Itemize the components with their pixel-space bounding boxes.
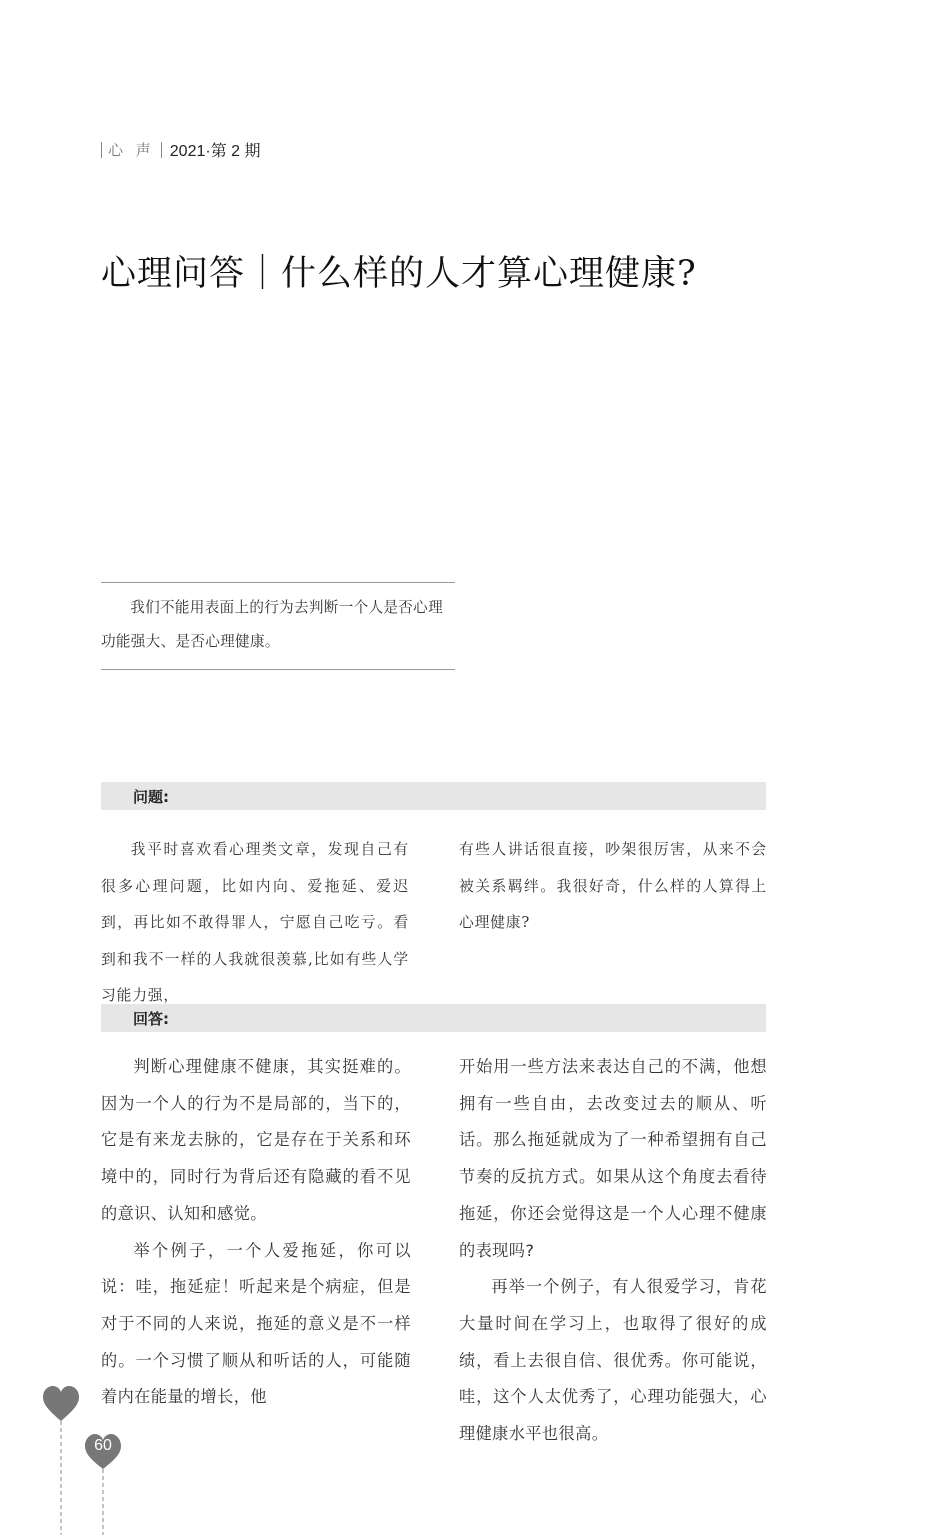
answer-heading: 回答: <box>133 1010 169 1028</box>
column-name: 心 声 <box>108 141 155 159</box>
answer-paragraph-2: 举个例子，一个人爱拖延，你可以说：哇，拖延症！听起来是个病症，但是对于不同的人来说，拖延的意义是不一样的。一个习惯了顺从和听话的人，可能随着内在能量的增长，他 <box>101 1240 411 1407</box>
answer-paragraph-2-continued: 开始用一些方法来表达自己的不满，他想拥有一些自由，去改变过去的顺从、听话。那么拖延就成为了一种希望拥有自己节奏的反抗方式。如果从这个角度去看待拖延，你还会觉得这是一个人心理不健康的表现吗? <box>459 1057 767 1260</box>
article-title: 心理问答｜什么样的人才算心理健康? <box>101 254 697 294</box>
large-heart-icon <box>43 1386 79 1421</box>
answer-paragraph-1: 判断心理健康不健康，其实挺难的。因为一个人的行为不是局部的，当下的，它是有来龙去脉的，它是存在于关系和环境中的，同时行为背后还有隐藏的看不见的意识、认知和感觉。 <box>101 1057 411 1223</box>
page-number: 60 <box>94 1437 112 1454</box>
answer-paragraph-3: 再举一个例子，有人很爱学习，肯花大量时间在学习上，也取得了很好的成绩，看上去很自信、很优秀。你可能说，哇，这个人太优秀了，心理功能强大，心理健康水平也很高。 <box>459 1277 767 1444</box>
pull-quote-text: 我们不能用表面上的行为去判断一个人是否心理功能强大、是否心理健康。 <box>101 599 443 650</box>
question-paragraph: 我平时喜欢看心理类文章，发现自己有很多心理问题，比如内向、爱拖延、爱迟到，再比如不敢得罪人，宁愿自己吃亏。看到和我不一样的人我就很羡慕,比如有些人学习能力强， <box>101 841 409 1004</box>
question-paragraph-continued: 有些人讲话很直接，吵架很厉害，从来不会被关系羁绊。我很好奇，什么样的人算得上心理健康? <box>459 841 767 931</box>
question-heading: 问题: <box>133 788 169 806</box>
issue-label: 2021·第 2 期 <box>169 143 261 160</box>
